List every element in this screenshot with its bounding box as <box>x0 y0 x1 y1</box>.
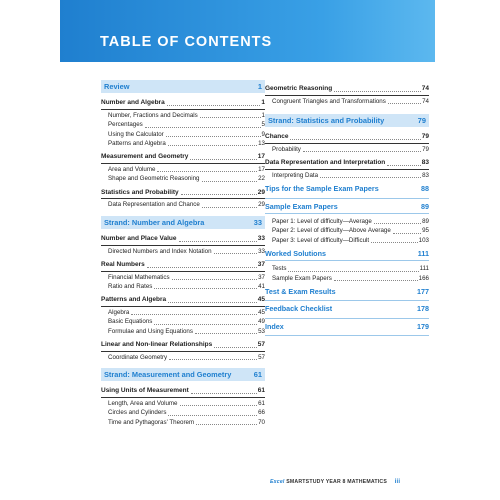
geometric-reasoning-section <box>265 84 429 106</box>
right-column <box>265 84 429 339</box>
toc-entry[interactable]: Financial Mathematics 37 <box>108 273 265 281</box>
strand-statistics-probability-heading[interactable]: Strand: Statistics and Probability 79 <box>265 114 429 127</box>
footer-page-number: iii <box>394 479 401 485</box>
sample-exam-papers-list <box>265 217 429 245</box>
toc-entry[interactable]: Paper 2: Level of difficulty—Above Average 95 <box>272 227 429 235</box>
toc-group <box>101 152 265 183</box>
toc-group <box>101 260 265 291</box>
toc-entry[interactable]: Number, Fractions and Decimals 1 <box>108 112 265 119</box>
page-footer <box>270 479 400 485</box>
page-title: TABLE OF CONTENTS <box>100 34 273 50</box>
toc-entry[interactable]: Data Representation and Chance 29 <box>108 201 265 209</box>
feedback-checklist-entry[interactable]: Feedback Checklist 178 <box>265 304 429 318</box>
review-heading[interactable]: Review 1 <box>101 80 265 93</box>
test-exam-results-entry[interactable]: Test & Exam Results 177 <box>265 287 429 301</box>
toc-group-heading[interactable]: Linear and Non-linear Relationships 57 <box>101 340 265 352</box>
toc-group <box>265 84 429 106</box>
toc-entry[interactable]: Shape and Geometric Reasoning 22 <box>108 175 265 183</box>
toc-entry[interactable]: Ratio and Rates 41 <box>108 282 265 290</box>
toc-group-heading[interactable]: Data Representation and Interpretation 83 <box>265 158 429 170</box>
toc-entry[interactable]: Length, Area and Volume 61 <box>108 399 265 407</box>
strand-number-algebra-heading[interactable]: Strand: Number and Algebra 33 <box>101 216 265 229</box>
toc-entry[interactable]: Congruent Triangles and Transformations 74 <box>272 97 429 105</box>
toc-entry[interactable]: Time and Pythagoras' Theorem 70 <box>108 418 265 426</box>
toc-entry[interactable]: Paper 1: Level of difficulty—Average 89 <box>272 218 429 226</box>
worked-solutions-list <box>265 264 429 283</box>
toc-entry[interactable]: Area and Volume 17 <box>108 165 265 173</box>
toc-group <box>265 158 429 180</box>
toc-entry[interactable]: Directed Numbers and Index Notation 33 <box>108 247 265 255</box>
number-algebra-section <box>101 234 265 362</box>
index-entry[interactable]: Index 179 <box>265 322 429 336</box>
footer-series: SMARTSTUDY YEAR 8 MATHEMATICS <box>286 479 388 485</box>
sample-exam-papers-entry[interactable]: Sample Exam Papers 89 <box>265 202 429 214</box>
toc-entry[interactable]: Interpreting Data 83 <box>272 172 429 180</box>
toc-group <box>101 386 265 427</box>
toc-group <box>101 234 265 256</box>
toc-group-heading[interactable]: Using Units of Measurement 61 <box>101 386 265 398</box>
toc-group-heading[interactable]: Real Numbers 37 <box>101 260 265 272</box>
worked-solutions-entry[interactable]: Worked Solutions 111 <box>265 249 429 261</box>
strand-measurement-geometry-heading[interactable]: Strand: Measurement and Geometry 61 <box>101 368 265 381</box>
toc-group-heading[interactable]: Measurement and Geometry 17 <box>101 152 265 164</box>
tips-entry[interactable]: Tips for the Sample Exam Papers 88 <box>265 184 429 198</box>
toc-group-heading[interactable]: Number and Place Value 33 <box>101 234 265 246</box>
title-banner <box>60 0 435 62</box>
toc-entry[interactable]: Probability 79 <box>272 146 429 154</box>
toc-entry[interactable]: Patterns and Algebra 13 <box>108 139 265 147</box>
measurement-geometry-section <box>101 386 265 427</box>
toc-entry[interactable]: Coordinate Geometry 57 <box>108 353 265 361</box>
review-section <box>101 98 265 209</box>
toc-entry[interactable]: Algebra 45 <box>108 308 265 316</box>
toc-group-heading[interactable]: Geometric Reasoning 74 <box>265 84 429 96</box>
toc-entry[interactable]: Paper 3: Level of difficulty—Difficult 103 <box>272 236 429 244</box>
toc-entry[interactable]: Circles and Cylinders 66 <box>108 409 265 417</box>
left-column <box>101 80 265 431</box>
toc-entry[interactable]: Sample Exam Papers 166 <box>272 274 429 282</box>
toc-group-heading[interactable]: Chance 79 <box>265 132 429 144</box>
toc-group-heading[interactable]: Statistics and Probability 29 <box>101 188 265 200</box>
footer-brand: Excel <box>270 479 285 485</box>
toc-entry[interactable]: Formulae and Using Equations 53 <box>108 327 265 335</box>
toc-entry[interactable]: Tests 111 <box>272 265 429 273</box>
toc-group-heading[interactable]: Patterns and Algebra 45 <box>101 295 265 307</box>
toc-group-heading[interactable]: Number and Algebra 1 <box>101 98 265 110</box>
toc-entry[interactable]: Percentages 5 <box>108 121 265 129</box>
toc-group <box>101 295 265 336</box>
toc-group <box>265 132 429 154</box>
toc-group <box>101 98 265 148</box>
toc-entry[interactable]: Using the Calculator 9 <box>108 130 265 138</box>
toc-entry[interactable]: Basic Equations 49 <box>108 318 265 326</box>
toc-group <box>101 188 265 210</box>
statistics-probability-section <box>265 132 429 180</box>
toc-group <box>101 340 265 362</box>
